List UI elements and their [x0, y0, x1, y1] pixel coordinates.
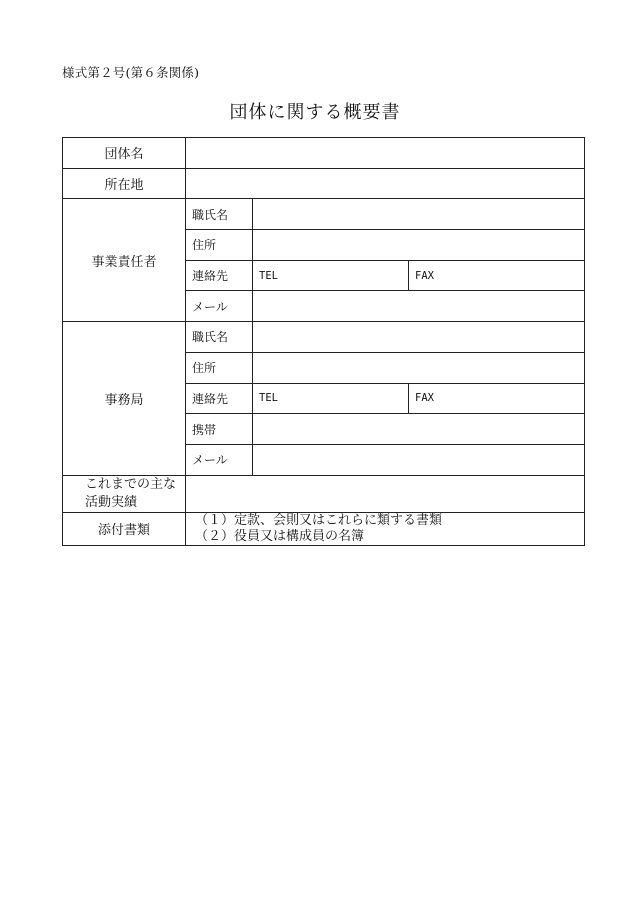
office-mail-label: メール — [186, 444, 253, 475]
table-row — [63, 512, 585, 545]
office-tel-field[interactable]: TEL — [253, 383, 409, 414]
address-field[interactable] — [186, 168, 585, 199]
address-label: 所在地 — [63, 168, 186, 199]
rep-mail-field[interactable] — [253, 291, 585, 322]
attachments-list — [186, 512, 585, 545]
office-mail-field[interactable] — [253, 444, 585, 475]
group-name-field[interactable] — [186, 138, 585, 169]
attachment-item: （２）役員又は構成員の名簿 — [195, 528, 365, 544]
table-row — [63, 168, 585, 199]
activity-label-line2: 活動実績 — [85, 494, 138, 510]
activity-label — [63, 475, 186, 512]
table-row — [63, 475, 585, 512]
table-row — [63, 322, 585, 353]
rep-tel-field[interactable]: TEL — [253, 260, 409, 291]
document-title: 団体に関する概要書 — [229, 102, 401, 123]
rep-title-name-field[interactable] — [253, 199, 585, 230]
rep-address-label: 住所 — [186, 230, 253, 261]
office-title-name-label: 職氏名 — [186, 322, 253, 353]
office-fax-field[interactable]: FAX — [409, 383, 585, 414]
table-row — [63, 138, 585, 169]
attachments-label: 添付書類 — [63, 512, 186, 545]
rep-contact-label: 連絡先 — [186, 260, 253, 291]
office-mobile-field[interactable] — [253, 414, 585, 445]
activity-label-line1: これまでの主な — [85, 476, 177, 492]
office-label: 事務局 — [63, 322, 186, 475]
office-title-name-field[interactable] — [253, 322, 585, 353]
rep-fax-field[interactable]: FAX — [409, 260, 585, 291]
activity-field[interactable] — [186, 475, 585, 512]
representative-label: 事業責任者 — [63, 199, 186, 322]
form-number: 様式第２号(第６条関係) — [62, 65, 200, 80]
overview-form-table — [62, 137, 585, 546]
office-contact-label: 連絡先 — [186, 383, 253, 414]
office-address-label: 住所 — [186, 352, 253, 383]
group-name-label: 団体名 — [63, 138, 186, 169]
attachment-item: （１）定款、会則又はこれらに類する書類 — [195, 512, 443, 528]
table-row — [63, 199, 585, 230]
rep-mail-label: メール — [186, 291, 253, 322]
office-address-field[interactable] — [253, 352, 585, 383]
office-mobile-label: 携帯 — [186, 414, 253, 445]
rep-title-name-label: 職氏名 — [186, 199, 253, 230]
rep-address-field[interactable] — [253, 230, 585, 261]
